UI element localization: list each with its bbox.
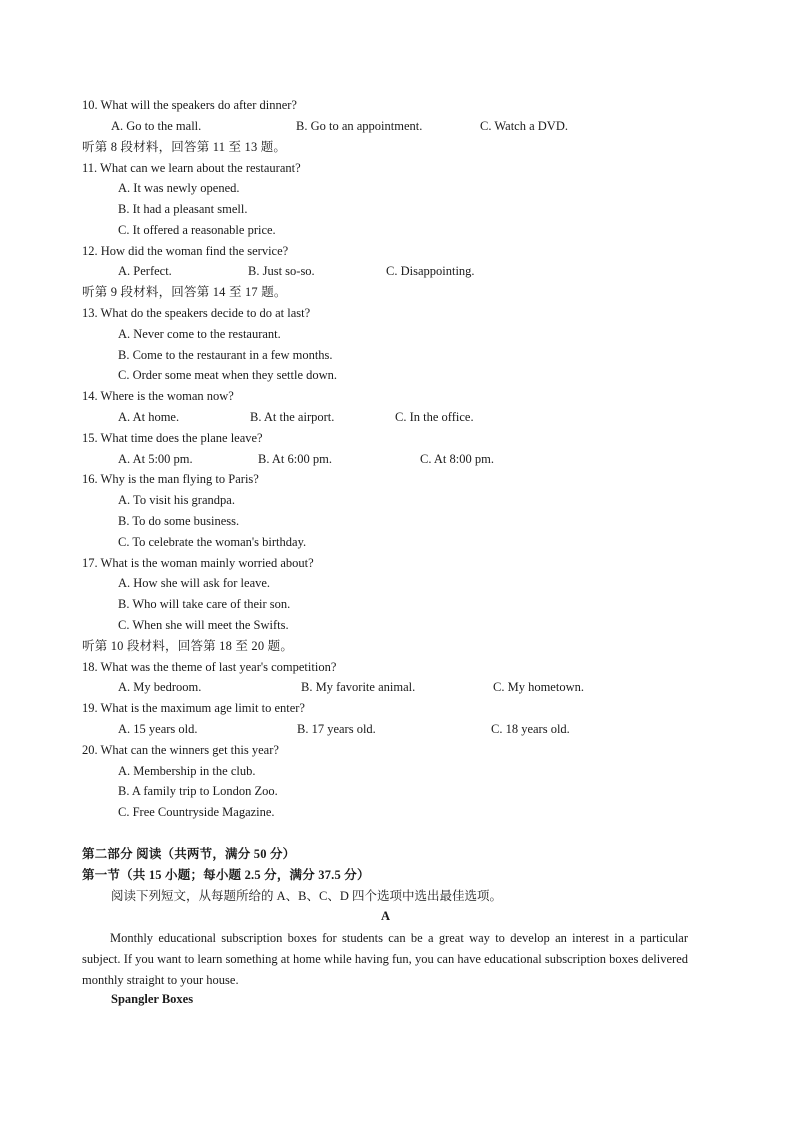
section-one-heading: 第一节（共 15 小题；每小题 2.5 分，满分 37.5 分）	[82, 868, 370, 882]
question-10-option-c: C. Watch a DVD.	[480, 119, 568, 133]
question-17-option-b: B. Who will take care of their son.	[118, 597, 291, 611]
question-20-stem: 20. What can the winners get this year?	[82, 743, 279, 757]
question-20-option-a: A. Membership in the club.	[118, 764, 256, 778]
question-13-stem: 13. What do the speakers decide to do at last?	[82, 306, 311, 320]
question-20-option-c: C. Free Countryside Magazine.	[118, 805, 275, 819]
question-14-option-b: B. At the airport.	[250, 410, 335, 424]
reading-instruction: 阅读下列短文，从每题所给的 A、B、C、D 四个选项中选出最佳选项。	[111, 889, 502, 903]
question-18-option-c: C. My hometown.	[493, 680, 584, 694]
question-18-option-b: B. My favorite animal.	[301, 680, 416, 694]
question-19-option-c: C. 18 years old.	[491, 722, 570, 736]
passage-subheading: Spangler Boxes	[111, 992, 194, 1006]
question-20-option-b: B. A family trip to London Zoo.	[118, 784, 278, 798]
question-12-option-b: B. Just so-so.	[248, 264, 315, 278]
question-15-stem: 15. What time does the plane leave?	[82, 431, 263, 445]
question-11-option-c: C. It offered a reasonable price.	[118, 223, 276, 237]
question-13-option-b: B. Come to the restaurant in a few months.	[118, 348, 333, 362]
question-10-option-a: A. Go to the mall.	[111, 119, 202, 133]
question-15-option-a: A. At 5:00 pm.	[118, 452, 193, 466]
question-10-option-b: B. Go to an appointment.	[296, 119, 423, 133]
question-12-option-c: C. Disappointing.	[386, 264, 475, 278]
question-18-option-a: A. My bedroom.	[118, 680, 202, 694]
question-16-option-b: B. To do some business.	[118, 514, 240, 528]
part-two-heading: 第二部分 阅读（共两节，满分 50 分）	[82, 847, 296, 861]
passage-paragraph: Monthly educational subscription boxes for students can be a great way to develop an interest in a particular subject. If you want to learn something at home while having fun, you can have educational subscription boxes delivered monthly straight to your house.	[82, 931, 688, 987]
question-10-stem: 10. What will the speakers do after dinner?	[82, 98, 297, 112]
question-19-option-a: A. 15 years old.	[118, 722, 198, 736]
section-instruction-10: 听第 10 段材料，回答第 18 至 20 题。	[82, 639, 294, 653]
section-instruction-9: 听第 9 段材料，回答第 14 至 17 题。	[82, 285, 287, 299]
question-19-stem: 19. What is the maximum age limit to enter?	[82, 701, 305, 715]
question-11-stem: 11. What can we learn about the restaurant?	[82, 161, 301, 175]
question-14-option-c: C. In the office.	[395, 410, 474, 424]
question-16-stem: 16. Why is the man flying to Paris?	[82, 472, 259, 486]
question-17-option-a: A. How she will ask for leave.	[118, 576, 271, 590]
question-11-option-a: A. It was newly opened.	[118, 181, 240, 195]
question-16-option-c: C. To celebrate the woman's birthday.	[118, 535, 307, 549]
section-instruction-8: 听第 8 段材料，回答第 11 至 13 题。	[82, 140, 287, 154]
question-14-stem: 14. Where is the woman now?	[82, 389, 234, 403]
question-19-option-b: B. 17 years old.	[297, 722, 376, 736]
question-12-option-a: A. Perfect.	[118, 264, 172, 278]
question-12-stem: 12. How did the woman find the service?	[82, 244, 289, 258]
question-16-option-a: A. To visit his grandpa.	[118, 493, 235, 507]
question-17-stem: 17. What is the woman mainly worried about?	[82, 556, 314, 570]
passage-letter: A	[381, 909, 391, 923]
question-14-option-a: A. At home.	[118, 410, 180, 424]
question-18-stem: 18. What was the theme of last year's competition?	[82, 660, 337, 674]
question-11-option-b: B. It had a pleasant smell.	[118, 202, 248, 216]
question-13-option-c: C. Order some meat when they settle down.	[118, 368, 338, 382]
question-15-option-c: C. At 8:00 pm.	[420, 452, 494, 466]
question-15-option-b: B. At 6:00 pm.	[258, 452, 332, 466]
question-13-option-a: A. Never come to the restaurant.	[118, 327, 281, 341]
question-17-option-c: C. When she will meet the Swifts.	[118, 618, 289, 632]
